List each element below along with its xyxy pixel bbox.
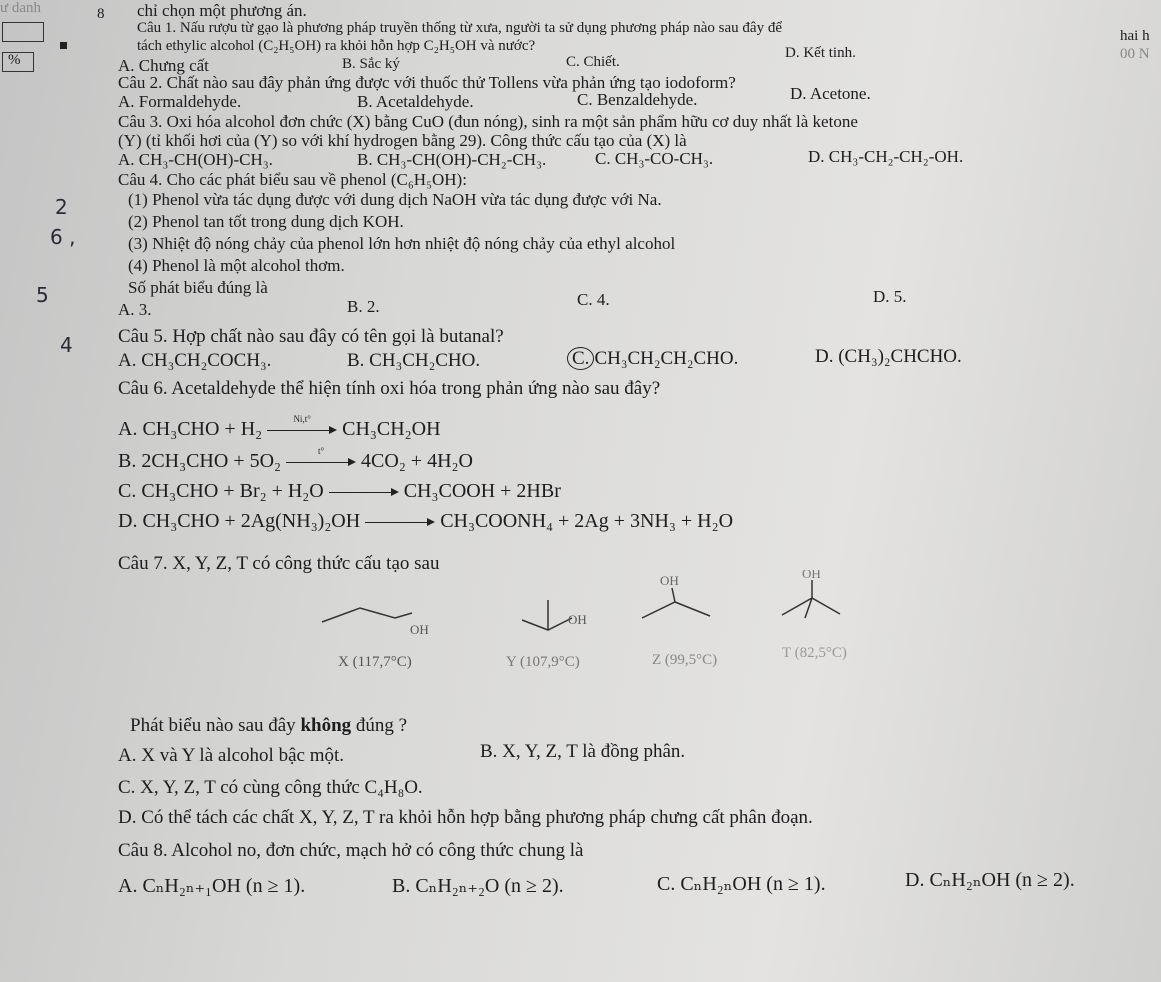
q2-option-d: D. Acetone. bbox=[790, 84, 871, 103]
structure-z-chain bbox=[642, 602, 710, 618]
margin-right-2: 00 N bbox=[1120, 46, 1150, 62]
q5-stem: Câu 5. Hợp chất nào sau đây có tên gọi là butanal? bbox=[118, 326, 504, 347]
structure-x-oh: OH bbox=[410, 622, 429, 637]
margin-mark-4: 4 bbox=[60, 333, 73, 357]
q6-a-right: CH₃CH₂OH bbox=[342, 418, 441, 440]
q7-ask-post: đúng ? bbox=[351, 715, 408, 736]
structure-z-oh-bond bbox=[672, 588, 675, 602]
q7-label-t: T (82,5°C) bbox=[782, 645, 847, 661]
q6-d-right: CH₃COONH₄ + 2Ag + 3NH₃ + H₂O bbox=[440, 510, 734, 532]
margin-percent: % bbox=[8, 52, 21, 68]
q6-b-left: B. 2CH₃CHO + 5O₂ bbox=[118, 450, 282, 472]
q3-option-a: A. CH₃-CH(OH)-CH₃. bbox=[118, 150, 273, 169]
q7-ask bbox=[130, 715, 407, 737]
margin-box-1 bbox=[2, 22, 44, 42]
q1-option-d: D. Kết tinh. bbox=[785, 45, 856, 61]
q7-ask-pre: Phát biểu nào sau đây bbox=[130, 715, 301, 736]
q6-stem: Câu 6. Acetaldehyde thể hiện tính oxi hóa trong phản ứng nào sau đây? bbox=[118, 378, 661, 399]
q8-option-d: D. CₙH₂ₙOH (n ≥ 2). bbox=[905, 869, 1075, 891]
q3-option-d: D. CH₃-CH₂-CH₂-OH. bbox=[808, 147, 964, 166]
q5-option-b: B. CH₃CH₂CHO. bbox=[347, 350, 481, 371]
q6-c-arrow bbox=[329, 485, 399, 499]
q1-stem-2: tách ethylic alcohol (C₂H₅OH) ra khỏi hỗn hợp C₂H₅OH và nước? bbox=[137, 38, 536, 54]
q5-option-a: A. CH₃CH₂COCH₃. bbox=[118, 350, 272, 371]
q5-option-c-text: CH₃CH₂CH₂CHO. bbox=[594, 348, 739, 369]
q7-label-z: Z (99,5°C) bbox=[652, 652, 718, 668]
q7-stem: Câu 7. X, Y, Z, T có công thức cấu tạo sau bbox=[118, 553, 440, 574]
q6-option-c bbox=[118, 480, 561, 503]
q6-b-right: 4CO₂ + 4H₂O bbox=[361, 450, 473, 472]
q4-statement-2: (2) Phenol tan tốt trong dung dịch KOH. bbox=[128, 212, 404, 231]
q6-option-d bbox=[118, 510, 733, 533]
q8-stem: Câu 8. Alcohol no, đơn chức, mạch hở có công thức chung là bbox=[118, 840, 584, 861]
structure-z-oh: OH bbox=[660, 573, 679, 588]
q6-c-left: C. CH₃CHO + Br₂ + H₂O bbox=[118, 480, 324, 502]
q5-c-circle: C. bbox=[567, 347, 594, 370]
q6-a-condition: Ni,t° bbox=[293, 414, 311, 425]
structure-y-chain bbox=[522, 618, 572, 630]
q7-label-y: Y (107,9°C) bbox=[506, 654, 580, 670]
q1-stem-1: Câu 1. Nấu rượu từ gạo là phương pháp truyền thống từ xưa, người ta sử dụng phương pháp nào sau đây để bbox=[137, 20, 782, 36]
margin-bullet bbox=[60, 42, 67, 49]
q5-option-c bbox=[567, 348, 738, 370]
q7-option-d: D. Có thể tách các chất X, Y, Z, T ra khỏi hỗn hợp bằng phương pháp chưng cất phân đoạn. bbox=[118, 807, 813, 828]
q3-option-c: C. CH₃-CO-CH₃. bbox=[595, 149, 714, 168]
q6-option-b bbox=[118, 446, 473, 473]
q4-statement-4: (4) Phenol là một alcohol thơm. bbox=[128, 256, 345, 275]
q5-option-d: D. (CH₃)₂CHCHO. bbox=[815, 346, 962, 367]
q3-option-b: B. CH₃-CH(OH)-CH₂-CH₃. bbox=[357, 150, 547, 169]
margin-mark-6: 6 , bbox=[50, 225, 76, 249]
q4-option-d: D. 5. bbox=[873, 287, 907, 306]
q6-a-arrow bbox=[267, 414, 337, 437]
q7-label-x: X (117,7°C) bbox=[338, 654, 412, 670]
margin-right-1: hai h bbox=[1120, 28, 1150, 44]
q7-ask-bold: không bbox=[300, 715, 352, 736]
q8-option-c: C. CₙH₂ₙOH (n ≥ 1). bbox=[657, 873, 826, 895]
q4-ask: Số phát biểu đúng là bbox=[128, 278, 268, 297]
q1-option-c: C. Chiết. bbox=[566, 54, 620, 70]
margin-mark-5: 5 bbox=[36, 283, 49, 307]
q7-option-c: C. X, Y, Z, T có cùng công thức C₄H₈O. bbox=[118, 777, 423, 798]
q4-statement-3: (3) Nhiệt độ nóng chảy của phenol lớn hơn nhiệt độ nóng chảy của ethyl alcohol bbox=[128, 234, 676, 253]
q2-option-a: A. Formaldehyde. bbox=[118, 92, 242, 111]
structure-t-oh: OH bbox=[802, 570, 821, 581]
q3-stem-2: (Y) (tỉ khối hơi của (Y) so với khí hydrogen bằng 29). Công thức cấu tạo của (X) là bbox=[118, 131, 687, 150]
q6-b-arrow bbox=[286, 446, 356, 469]
q6-d-arrow bbox=[365, 515, 435, 529]
q8-option-a: A. CₙH₂ₙ₊₁OH (n ≥ 1). bbox=[118, 875, 306, 897]
q1-option-a: A. Chưng cất bbox=[118, 56, 209, 75]
header-line: chỉ chọn một phương án. bbox=[137, 1, 307, 20]
q6-b-condition: t° bbox=[317, 446, 325, 457]
q2-option-c: C. Benzaldehyde. bbox=[577, 90, 698, 109]
q4-option-b: B. 2. bbox=[347, 297, 380, 316]
q4-option-a: A. 3. bbox=[118, 300, 152, 319]
q7-option-a: A. X và Y là alcohol bậc một. bbox=[118, 745, 344, 766]
q7-option-b: B. X, Y, Z, T là đồng phân. bbox=[480, 741, 686, 762]
q2-option-b: B. Acetaldehyde. bbox=[357, 92, 474, 111]
margin-top-word: ư danh bbox=[0, 0, 42, 16]
margin-mark-2: 2 bbox=[55, 195, 68, 219]
q2-stem: Câu 2. Chất nào sau đây phản ứng được với thuốc thử Tollens vừa phản ứng tạo iodoform? bbox=[118, 73, 736, 92]
q6-d-left: D. CH₃CHO + 2Ag(NH₃)₂OH bbox=[118, 510, 361, 532]
structure-y-oh: OH bbox=[568, 612, 587, 627]
q1-option-b: B. Sắc ký bbox=[342, 56, 400, 72]
q4-statement-1: (1) Phenol vừa tác dụng được với dung dịch NaOH vừa tác dụng được với Na. bbox=[128, 190, 662, 209]
q3-stem-1: Câu 3. Oxi hóa alcohol đơn chức (X) bằng CuO (đun nóng), sinh ra một sản phẩm hữu cơ duy nhất là ketone bbox=[118, 112, 858, 131]
q6-c-right: CH₃COOH + 2HBr bbox=[403, 480, 561, 502]
q4-stem: Câu 4. Cho các phát biểu sau về phenol (C₆H₅OH): bbox=[118, 170, 467, 189]
q6-option-a bbox=[118, 414, 441, 441]
q8-option-b: B. CₙH₂ₙ₊₂O (n ≥ 2). bbox=[392, 875, 564, 897]
margin-number: 8 bbox=[97, 6, 105, 22]
q4-option-c: C. 4. bbox=[577, 290, 610, 309]
structure-x-chain bbox=[322, 608, 412, 622]
q6-a-left: A. CH₃CHO + H₂ bbox=[118, 418, 263, 440]
